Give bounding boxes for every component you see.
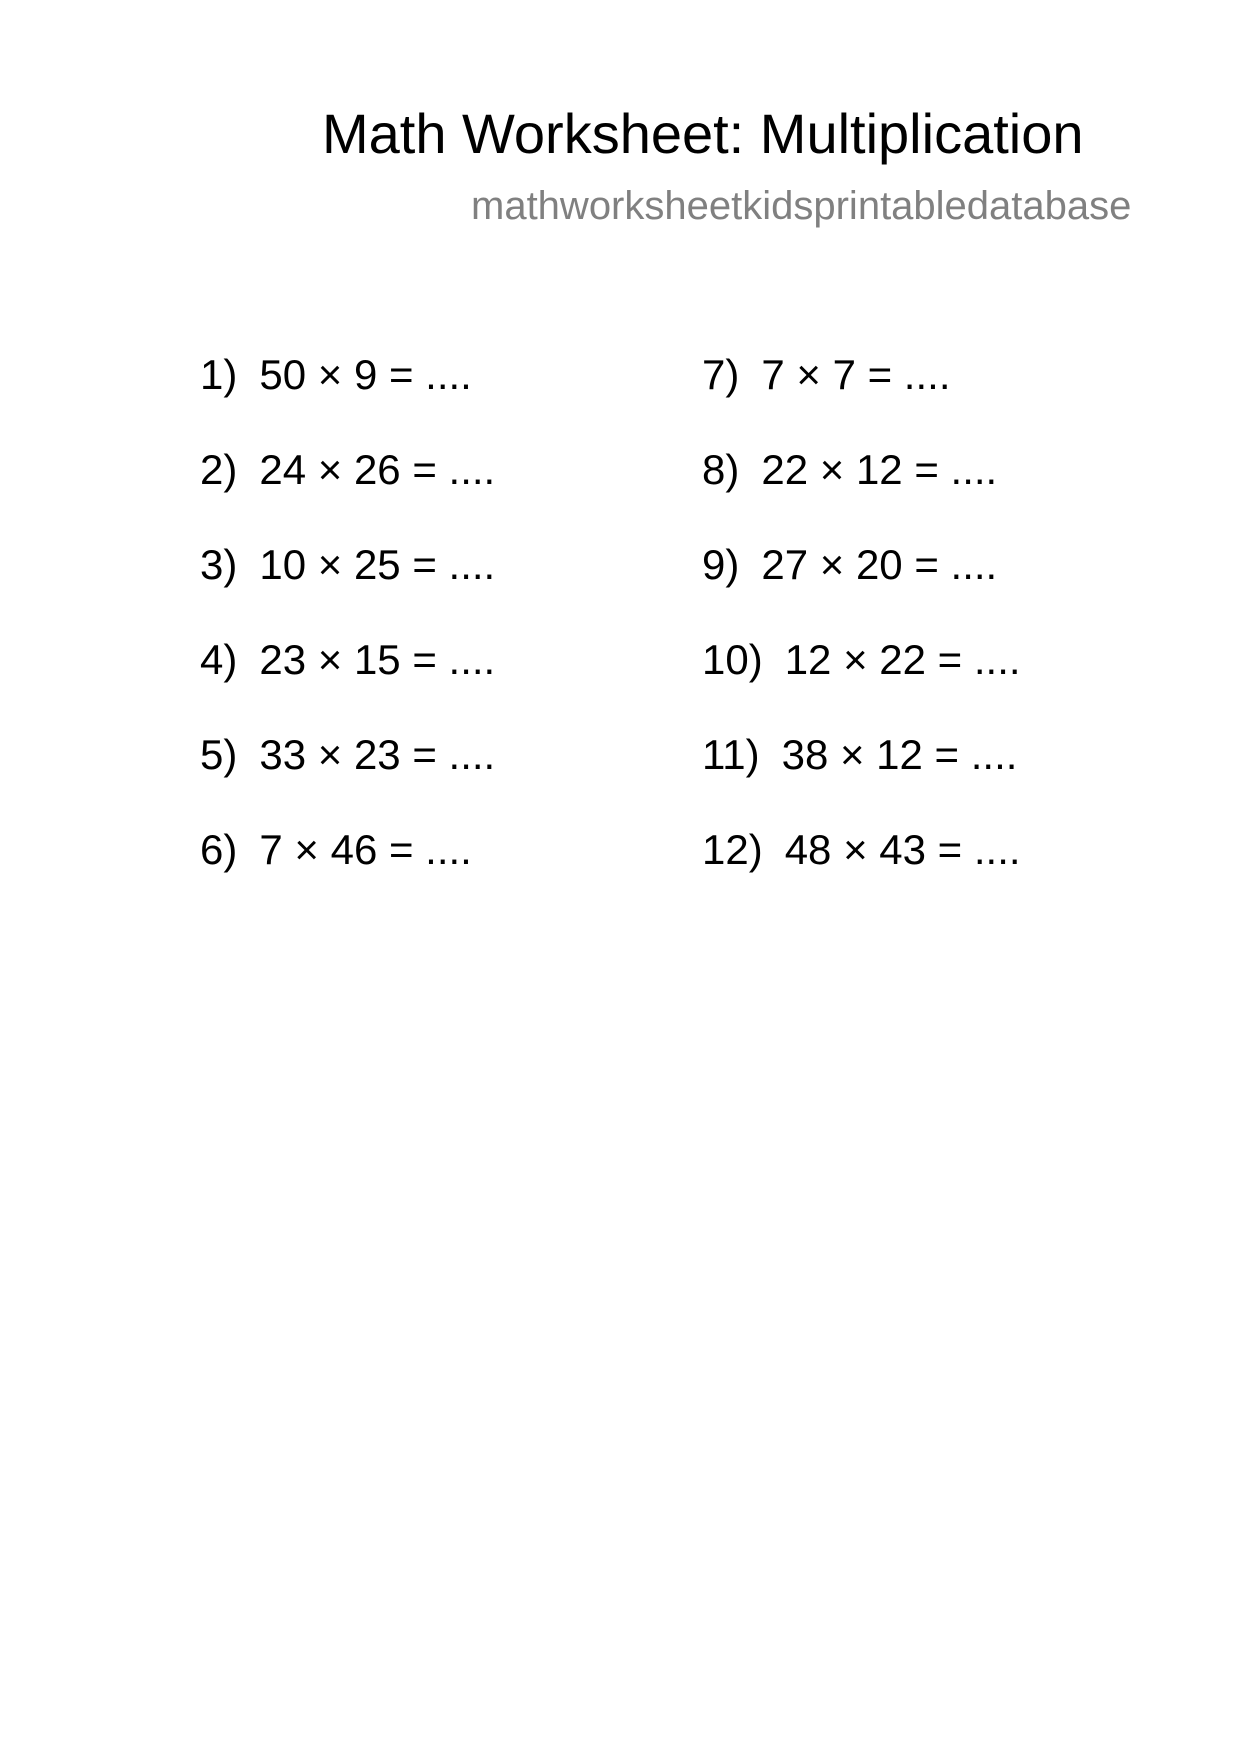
- problem-number: 4): [200, 636, 238, 683]
- problem-expression: 7 × 46 = ....: [259, 826, 472, 873]
- page-title: Math Worksheet: Multiplication: [322, 102, 1084, 165]
- problem-expression: 22 × 12 = ....: [761, 446, 998, 493]
- problem-number: 3): [200, 541, 238, 588]
- problem-expression: 48 × 43 = ....: [784, 826, 1021, 873]
- problem-number: 1): [200, 351, 238, 398]
- problem-expression: 27 × 20 = ....: [761, 541, 998, 588]
- problem-item: [702, 822, 1021, 878]
- problem-expression: 7 × 7 = ....: [761, 351, 951, 398]
- problem-number: 8): [702, 446, 740, 493]
- problem-item: [702, 442, 997, 498]
- problem-expression: 50 × 9 = ....: [259, 351, 472, 398]
- problem-number: 7): [702, 351, 740, 398]
- problem-number: 10): [702, 636, 763, 683]
- problem-expression: 23 × 15 = ....: [259, 636, 496, 683]
- problem-item: [200, 632, 495, 688]
- problem-number: 5): [200, 731, 238, 778]
- problem-item: [200, 347, 472, 403]
- problem-item: [702, 727, 1017, 783]
- problem-expression: 33 × 23 = ....: [259, 731, 496, 778]
- problem-item: [702, 347, 950, 403]
- problem-number: 2): [200, 446, 238, 493]
- problem-item: [702, 632, 1021, 688]
- problem-number: 6): [200, 826, 238, 873]
- problem-expression: 10 × 25 = ....: [259, 541, 496, 588]
- problem-item: [200, 727, 495, 783]
- problem-item: [200, 537, 495, 593]
- problem-number: 9): [702, 541, 740, 588]
- problem-expression: 24 × 26 = ....: [259, 446, 496, 493]
- problem-item: [200, 822, 472, 878]
- problem-number: 12): [702, 826, 763, 873]
- problem-number: 11): [702, 731, 760, 778]
- problem-expression: 38 × 12 = ....: [781, 731, 1018, 778]
- problem-item: [702, 537, 997, 593]
- page-subtitle: mathworksheetkidsprintabledatabase: [471, 184, 1132, 228]
- problem-expression: 12 × 22 = ....: [784, 636, 1021, 683]
- problem-item: [200, 442, 495, 498]
